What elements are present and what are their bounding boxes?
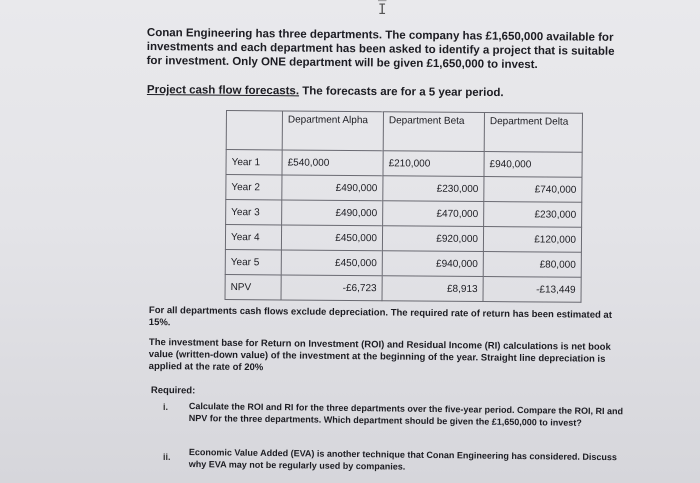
table-cell: £210,000 bbox=[383, 151, 484, 177]
table-row-npv bbox=[225, 274, 581, 302]
question-text: Economic Value Added (EVA) is another technique that Conan Engineering has considered. Discuss why EVA may not be regularly used by companies. bbox=[188, 446, 618, 472]
table-header-row bbox=[226, 111, 582, 153]
question-text: Calculate the ROI and RI for the three departments over the five-year period. Compare the ROI, RI and NPV for the three departments. Which department should be given the £1,650,000 to invest? bbox=[188, 400, 624, 428]
question-number: i. bbox=[163, 402, 169, 412]
table-cell: £940,000 bbox=[382, 251, 483, 277]
heading-rest: The forecasts are for a 5 year period. bbox=[299, 85, 504, 100]
header-cell: Department Beta bbox=[383, 112, 484, 152]
table-row bbox=[226, 175, 582, 203]
table-cell: -£6,723 bbox=[281, 275, 382, 301]
table-cell: £230,000 bbox=[383, 176, 484, 202]
table-cell: £490,000 bbox=[282, 200, 383, 226]
table-row bbox=[225, 225, 581, 253]
table-row bbox=[226, 200, 582, 228]
table-cell: £740,000 bbox=[484, 177, 582, 203]
table-cell: £230,000 bbox=[484, 202, 582, 228]
row-label: Year 3 bbox=[226, 200, 282, 225]
table-cell: £940,000 bbox=[484, 152, 582, 178]
required-label: Required: bbox=[150, 385, 196, 397]
table-heading bbox=[147, 84, 504, 99]
row-label: Year 2 bbox=[226, 175, 282, 200]
table-row bbox=[226, 150, 582, 178]
row-label: Year 4 bbox=[225, 225, 281, 250]
header-corner bbox=[226, 111, 282, 150]
table-cell: £80,000 bbox=[483, 252, 581, 278]
investment-base-paragraph: The investment base for Return on Investment (ROI) and Residual Income (RI) calculations is net book value (written-down value) of the investment at the beginning of the year. Straight line depreciation is applied at the rate of 20% bbox=[148, 337, 611, 374]
intro-paragraph: Conan Engineering has three departments. The company has £1,650,000 available for investments and each department has been asked to identify a project that is suitable for investment. Only ONE department will be given £1,650,000 to invest. bbox=[146, 26, 615, 72]
row-label: NPV bbox=[225, 274, 281, 299]
text-cursor-icon: I̅ bbox=[378, 2, 387, 18]
depreciation-paragraph: For all departments cash flows exclude depreciation. The required rate of return has been estimated at 15%. bbox=[148, 305, 612, 329]
heading-underlined: Project cash flow forecasts. bbox=[146, 84, 300, 98]
table-cell: £450,000 bbox=[281, 250, 382, 276]
table-cell: £120,000 bbox=[483, 227, 581, 253]
question-number: ii. bbox=[163, 452, 171, 462]
table-cell: £8,913 bbox=[382, 276, 483, 302]
row-label: Year 5 bbox=[225, 249, 281, 274]
table-cell: £490,000 bbox=[282, 175, 383, 201]
table-cell: £540,000 bbox=[282, 150, 383, 176]
table-cell: £470,000 bbox=[383, 201, 484, 227]
table-row bbox=[225, 249, 581, 277]
table-cell: -£13,449 bbox=[483, 277, 581, 303]
header-cell: Department Delta bbox=[484, 113, 582, 153]
table-cell: £450,000 bbox=[281, 225, 382, 251]
table-cell: £920,000 bbox=[382, 226, 483, 252]
cash-flow-table bbox=[225, 110, 583, 303]
row-label: Year 1 bbox=[226, 150, 282, 175]
header-cell: Department Alpha bbox=[282, 111, 383, 151]
